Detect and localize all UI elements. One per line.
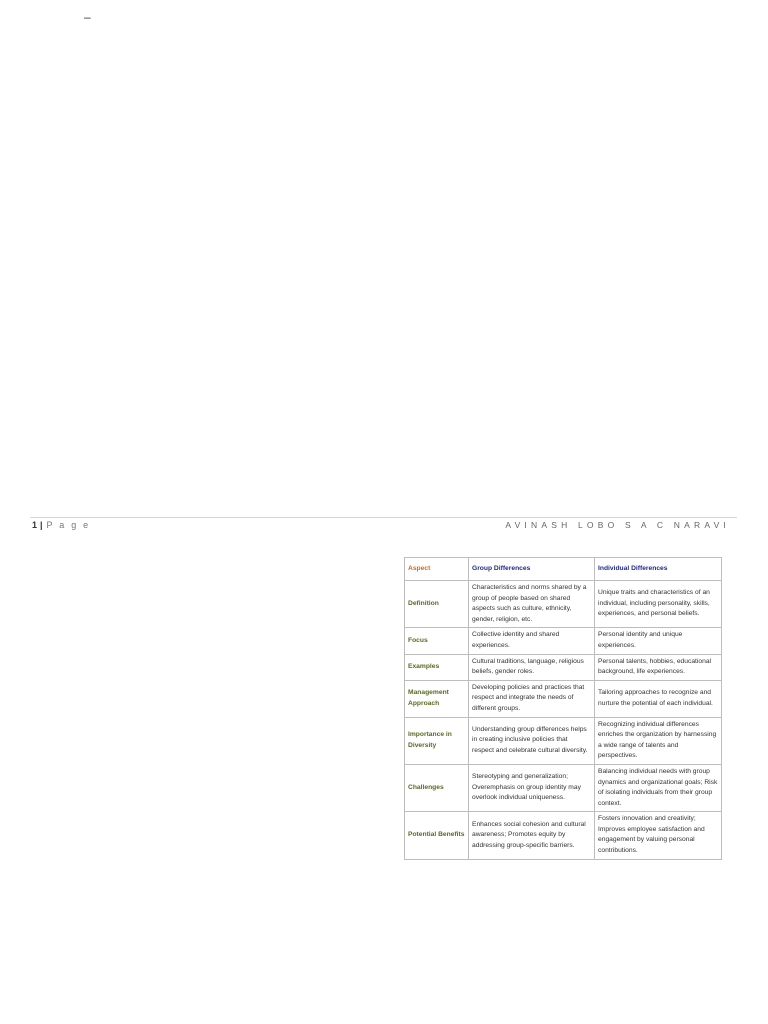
row-aspect: Definition (405, 581, 469, 628)
table-row (405, 764, 722, 811)
footer-divider (30, 517, 737, 518)
header-aspect: Aspect (405, 558, 469, 581)
row-group: Enhances social cohesion and cultural awareness; Promotes equity by addressing group-specific barriers. (469, 812, 595, 859)
table-header-row (405, 558, 722, 581)
top-dash-mark: – (84, 10, 91, 24)
row-group: Developing policies and practices that respect and integrate the needs of different groups. (469, 680, 595, 717)
header-individual-differences: Individual Differences (595, 558, 722, 581)
row-individual: Personal talents, hobbies, educational background, life experiences. (595, 654, 722, 680)
header-group-differences: Group Differences (469, 558, 595, 581)
table-row (405, 717, 722, 764)
row-aspect: Examples (405, 654, 469, 680)
table-row (405, 654, 722, 680)
row-aspect: Challenges (405, 764, 469, 811)
row-group: Stereotyping and generalization; Overemphasis on group identity may overlook individual uniqueness. (469, 764, 595, 811)
row-aspect: Potential Benefits (405, 812, 469, 859)
row-individual: Recognizing individual differences enriches the organization by harnessing a wide range of talents and perspectives. (595, 717, 722, 764)
row-aspect: Management Approach (405, 680, 469, 717)
row-group: Understanding group differences helps in creating inclusive policies that respect and celebrate cultural diversity. (469, 717, 595, 764)
page-footer (32, 520, 90, 530)
row-aspect: Importance in Diversity (405, 717, 469, 764)
comparison-table (404, 557, 722, 860)
footer-separator: | (40, 520, 44, 530)
row-individual: Unique traits and characteristics of an individual, including personality, skills, experiences, and personal beliefs. (595, 581, 722, 628)
table-row (405, 812, 722, 859)
page-number: 1 (32, 520, 38, 530)
table-row (405, 581, 722, 628)
row-individual: Balancing individual needs with group dynamics and organizational goals; Risk of isolating individuals from their group context. (595, 764, 722, 811)
page-label: P a g e (46, 520, 91, 530)
table-row (405, 628, 722, 654)
row-group: Collective identity and shared experiences. (469, 628, 595, 654)
row-individual: Fosters innovation and creativity; Improves employee satisfaction and engagement by valuing personal contributions. (595, 812, 722, 859)
table-row (405, 680, 722, 717)
row-aspect: Focus (405, 628, 469, 654)
row-individual: Personal identity and unique experiences. (595, 628, 722, 654)
row-individual: Tailoring approaches to recognize and nurture the potential of each individual. (595, 680, 722, 717)
row-group: Characteristics and norms shared by a group of people based on shared aspects such as culture, ethnicity, gender, religion, etc. (469, 581, 595, 628)
author-name: AVINASH LOBO S A C NARAVI (505, 520, 730, 530)
row-group: Cultural traditions, language, religious beliefs, gender roles. (469, 654, 595, 680)
